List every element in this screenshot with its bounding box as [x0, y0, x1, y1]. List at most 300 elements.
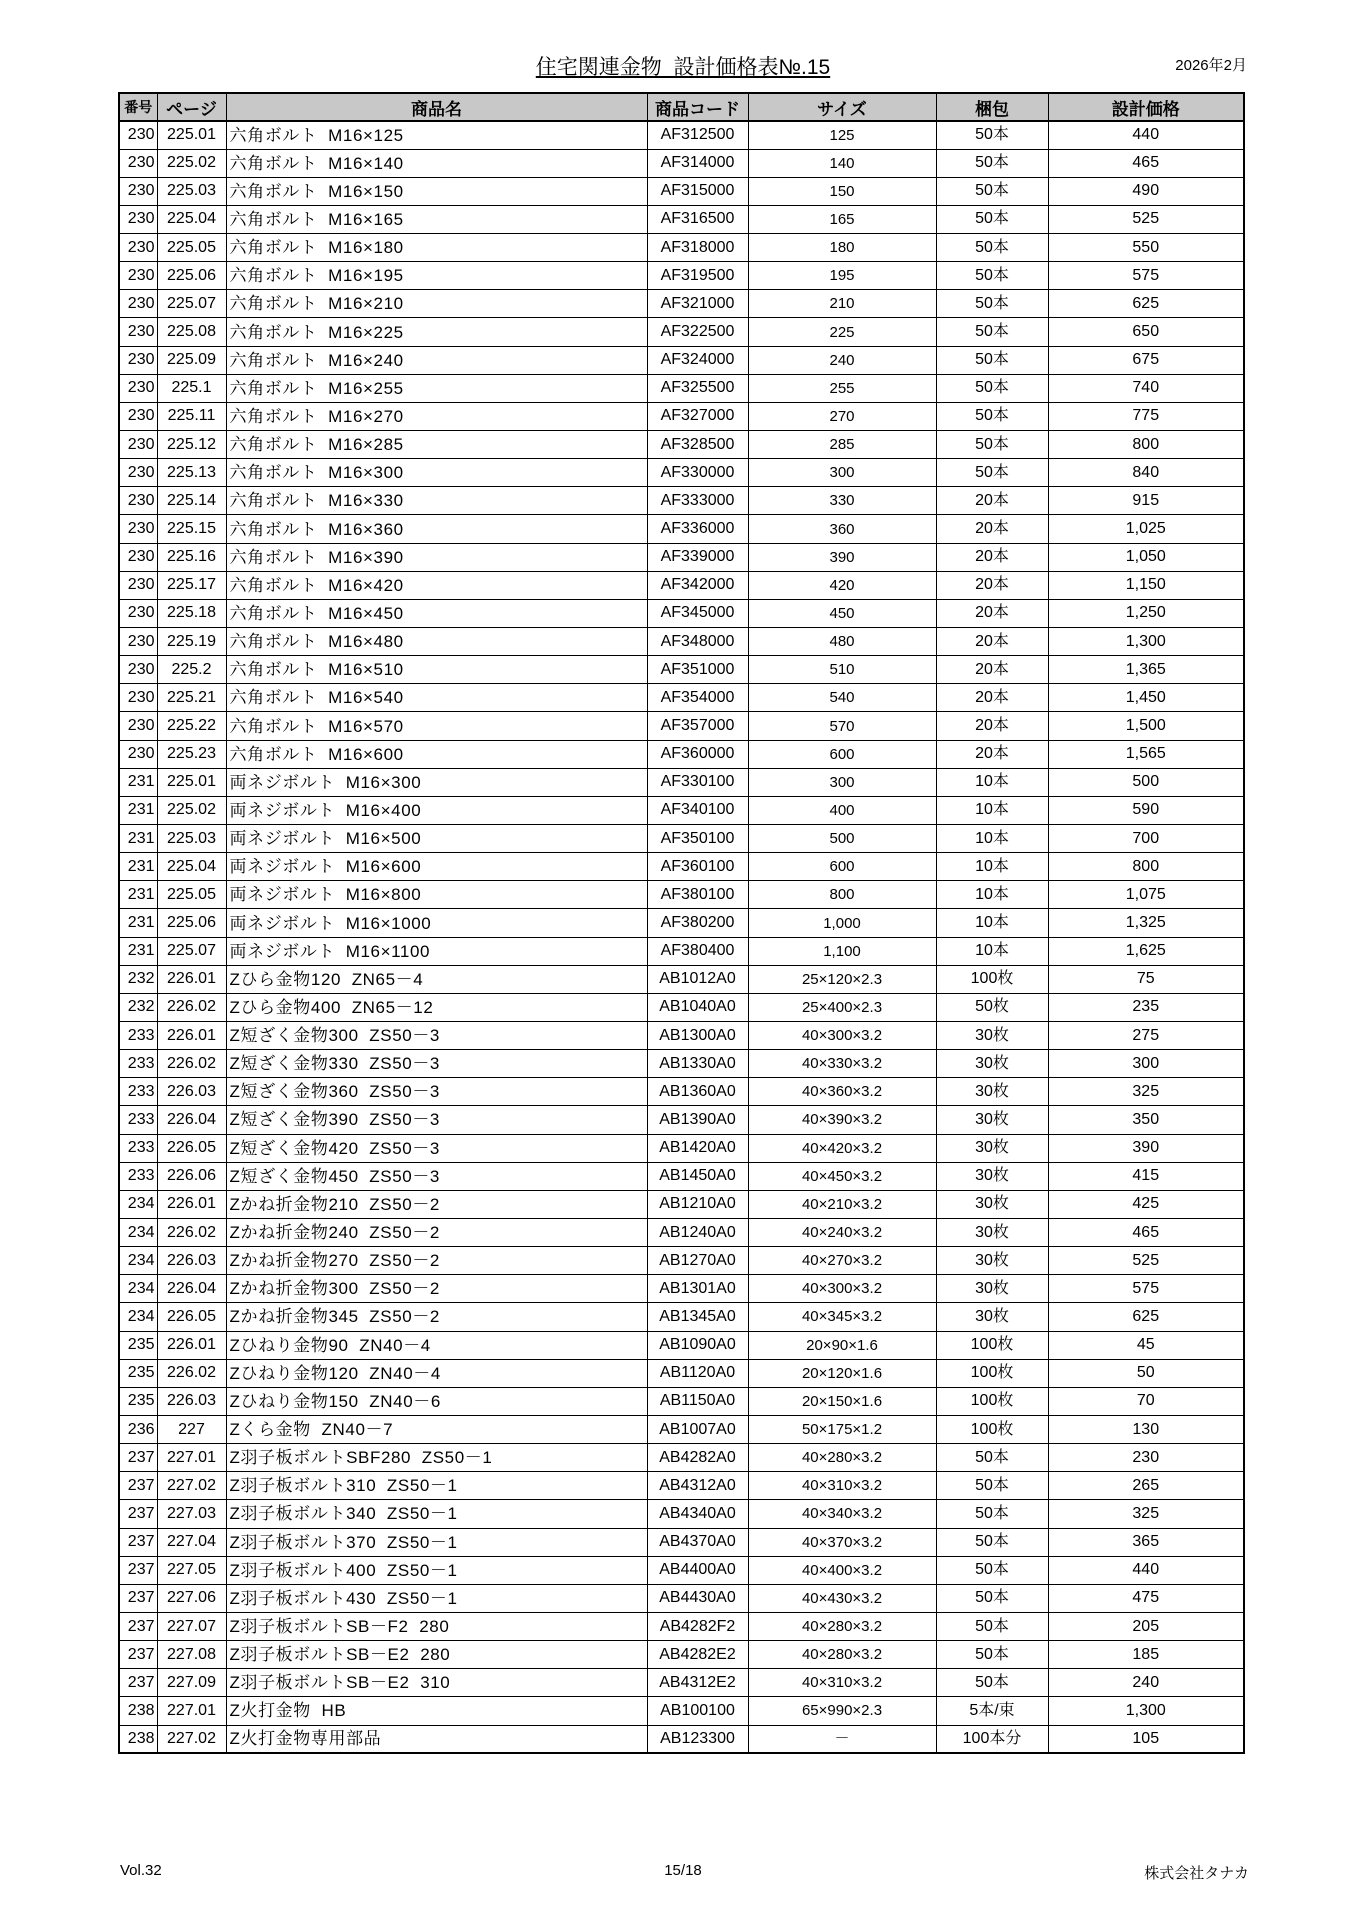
cell-number: 234	[119, 1303, 157, 1331]
cell-number: 231	[119, 825, 157, 853]
cell-product-name: 六角ボルト M16×510	[226, 656, 647, 684]
column-header-product-name: 商品名	[226, 93, 647, 121]
cell-price: 300	[1048, 1050, 1244, 1078]
cell-size: 330	[748, 487, 936, 515]
table-row	[119, 965, 1244, 993]
cell-price: 1,025	[1048, 515, 1244, 543]
cell-product-name: 六角ボルト M16×225	[226, 318, 647, 346]
cell-page: 225.07	[157, 937, 226, 965]
cell-size: 225	[748, 318, 936, 346]
cell-packing: 50本	[936, 459, 1048, 487]
cell-size: 40×370×3.2	[748, 1528, 936, 1556]
cell-page: 225.02	[157, 796, 226, 824]
cell-size: 420	[748, 571, 936, 599]
cell-size: 390	[748, 543, 936, 571]
cell-size: 150	[748, 177, 936, 205]
table-row	[119, 1669, 1244, 1697]
table-row	[119, 1641, 1244, 1669]
cell-product-name: 六角ボルト M16×330	[226, 487, 647, 515]
cell-page: 225.03	[157, 825, 226, 853]
cell-packing: 50本	[936, 1669, 1048, 1697]
table-row	[119, 853, 1244, 881]
cell-packing: 50本	[936, 1612, 1048, 1640]
cell-number: 230	[119, 628, 157, 656]
table-row	[119, 205, 1244, 233]
cell-product-code: AB123300	[647, 1725, 748, 1753]
cell-page: 226.06	[157, 1162, 226, 1190]
cell-page: 225.06	[157, 262, 226, 290]
cell-price: 1,250	[1048, 599, 1244, 627]
cell-product-code: AF316500	[647, 205, 748, 233]
table-row	[119, 1022, 1244, 1050]
cell-product-code: AF380400	[647, 937, 748, 965]
cell-page: 226.03	[157, 1387, 226, 1415]
table-row	[119, 121, 1244, 149]
cell-packing: 30枚	[936, 1078, 1048, 1106]
cell-size: 40×210×3.2	[748, 1190, 936, 1218]
cell-product-code: AF350100	[647, 825, 748, 853]
cell-page: 226.02	[157, 993, 226, 1021]
cell-page: 227.01	[157, 1444, 226, 1472]
table-row	[119, 487, 1244, 515]
cell-size: 600	[748, 740, 936, 768]
cell-price: 475	[1048, 1584, 1244, 1612]
cell-size: 40×310×3.2	[748, 1669, 936, 1697]
cell-price: 240	[1048, 1669, 1244, 1697]
cell-packing: 100枚	[936, 1331, 1048, 1359]
cell-number: 230	[119, 262, 157, 290]
cell-product-code: AB1301A0	[647, 1275, 748, 1303]
cell-page: 227.02	[157, 1472, 226, 1500]
table-row	[119, 1218, 1244, 1246]
cell-size: 480	[748, 628, 936, 656]
cell-size: 40×400×3.2	[748, 1556, 936, 1584]
cell-product-code: AF330100	[647, 768, 748, 796]
cell-product-code: AB1330A0	[647, 1050, 748, 1078]
cell-product-name: Zかね折金物300 ZS50－2	[226, 1275, 647, 1303]
cell-page: 226.04	[157, 1275, 226, 1303]
cell-size: 400	[748, 796, 936, 824]
cell-number: 230	[119, 374, 157, 402]
column-header-packing: 梱包	[936, 93, 1048, 121]
cell-size: 40×310×3.2	[748, 1472, 936, 1500]
cell-size: 40×360×3.2	[748, 1078, 936, 1106]
cell-number: 237	[119, 1612, 157, 1640]
table-row	[119, 234, 1244, 262]
cell-product-code: AB100100	[647, 1697, 748, 1725]
cell-page: 226.02	[157, 1050, 226, 1078]
column-header-product-code: 商品コード	[647, 93, 748, 121]
cell-size: 40×270×3.2	[748, 1247, 936, 1275]
cell-page: 225.14	[157, 487, 226, 515]
cell-number: 230	[119, 318, 157, 346]
cell-number: 237	[119, 1500, 157, 1528]
cell-product-name: 両ネジボルト M16×300	[226, 768, 647, 796]
cell-price: 675	[1048, 346, 1244, 374]
table-body	[119, 121, 1244, 1753]
cell-product-name: Zひら金物400 ZN65－12	[226, 993, 647, 1021]
cell-price: 235	[1048, 993, 1244, 1021]
cell-packing: 20本	[936, 656, 1048, 684]
cell-packing: 20本	[936, 599, 1048, 627]
cell-packing: 50本	[936, 121, 1048, 149]
cell-number: 234	[119, 1190, 157, 1218]
cell-packing: 30枚	[936, 1106, 1048, 1134]
cell-size: 210	[748, 290, 936, 318]
cell-number: 238	[119, 1725, 157, 1753]
cell-packing: 20本	[936, 684, 1048, 712]
cell-price: 800	[1048, 853, 1244, 881]
cell-product-code: AB1270A0	[647, 1247, 748, 1275]
cell-product-name: 六角ボルト M16×480	[226, 628, 647, 656]
cell-number: 230	[119, 459, 157, 487]
cell-size: 40×280×3.2	[748, 1444, 936, 1472]
cell-size: 300	[748, 768, 936, 796]
cell-product-name: Zひねり金物90 ZN40－4	[226, 1331, 647, 1359]
cell-number: 237	[119, 1556, 157, 1584]
cell-packing: 20本	[936, 543, 1048, 571]
table-row	[119, 740, 1244, 768]
cell-product-name: Zかね折金物240 ZS50－2	[226, 1218, 647, 1246]
cell-product-name: Z短ざく金物390 ZS50－3	[226, 1106, 647, 1134]
table-row	[119, 1106, 1244, 1134]
table-row	[119, 993, 1244, 1021]
cell-product-name: Z短ざく金物450 ZS50－3	[226, 1162, 647, 1190]
cell-packing: 50本	[936, 1500, 1048, 1528]
cell-size: 180	[748, 234, 936, 262]
cell-product-code: AF348000	[647, 628, 748, 656]
table-row	[119, 318, 1244, 346]
cell-product-code: AB1120A0	[647, 1359, 748, 1387]
cell-product-code: AB1090A0	[647, 1331, 748, 1359]
cell-size: 285	[748, 431, 936, 459]
table-row	[119, 1584, 1244, 1612]
cell-size: 1,100	[748, 937, 936, 965]
cell-page: 227.07	[157, 1612, 226, 1640]
table-row	[119, 1415, 1244, 1443]
cell-price: 1,450	[1048, 684, 1244, 712]
cell-product-code: AF328500	[647, 431, 748, 459]
table-row	[119, 656, 1244, 684]
cell-number: 230	[119, 515, 157, 543]
table-row	[119, 1697, 1244, 1725]
cell-price: 740	[1048, 374, 1244, 402]
cell-number: 230	[119, 712, 157, 740]
cell-packing: 50本	[936, 1472, 1048, 1500]
cell-product-name: Z羽子板ボルトSBF280 ZS50－1	[226, 1444, 647, 1472]
cell-packing: 30枚	[936, 1275, 1048, 1303]
cell-page: 225.12	[157, 431, 226, 459]
cell-product-code: AF351000	[647, 656, 748, 684]
cell-size: 800	[748, 881, 936, 909]
cell-product-code: AF325500	[647, 374, 748, 402]
cell-product-code: AB4282F2	[647, 1612, 748, 1640]
cell-price: 465	[1048, 1218, 1244, 1246]
cell-product-name: Z羽子板ボルト340 ZS50－1	[226, 1500, 647, 1528]
cell-product-code: AB4370A0	[647, 1528, 748, 1556]
cell-number: 233	[119, 1106, 157, 1134]
cell-product-name: 六角ボルト M16×180	[226, 234, 647, 262]
cell-number: 232	[119, 993, 157, 1021]
cell-page: 225.04	[157, 205, 226, 233]
cell-page: 225.17	[157, 571, 226, 599]
cell-page: 225.11	[157, 402, 226, 430]
cell-price: 425	[1048, 1190, 1244, 1218]
cell-packing: 10本	[936, 881, 1048, 909]
cell-product-code: AB4430A0	[647, 1584, 748, 1612]
cell-page: 225.03	[157, 177, 226, 205]
table-row	[119, 1500, 1244, 1528]
cell-number: 230	[119, 431, 157, 459]
cell-packing: 30枚	[936, 1303, 1048, 1331]
cell-product-code: AB1150A0	[647, 1387, 748, 1415]
cell-number: 232	[119, 965, 157, 993]
cell-size: 25×120×2.3	[748, 965, 936, 993]
cell-product-name: 両ネジボルト M16×1000	[226, 909, 647, 937]
cell-number: 230	[119, 684, 157, 712]
cell-size: 40×430×3.2	[748, 1584, 936, 1612]
cell-price: 915	[1048, 487, 1244, 515]
cell-number: 233	[119, 1134, 157, 1162]
cell-product-name: Zかね折金物210 ZS50－2	[226, 1190, 647, 1218]
cell-number: 230	[119, 205, 157, 233]
cell-product-name: 六角ボルト M16×390	[226, 543, 647, 571]
cell-price: 1,075	[1048, 881, 1244, 909]
cell-product-name: Z羽子板ボルトSB－F2 280	[226, 1612, 647, 1640]
cell-page: 225.2	[157, 656, 226, 684]
cell-price: 325	[1048, 1500, 1244, 1528]
cell-product-name: 六角ボルト M16×150	[226, 177, 647, 205]
table-row	[119, 149, 1244, 177]
cell-packing: 50枚	[936, 993, 1048, 1021]
cell-product-code: AF354000	[647, 684, 748, 712]
cell-page: 225.02	[157, 149, 226, 177]
cell-packing: 50本	[936, 149, 1048, 177]
cell-packing: 100枚	[936, 965, 1048, 993]
cell-product-code: AB4400A0	[647, 1556, 748, 1584]
cell-page: 226.01	[157, 965, 226, 993]
cell-number: 237	[119, 1641, 157, 1669]
cell-packing: 100枚	[936, 1415, 1048, 1443]
cell-number: 233	[119, 1078, 157, 1106]
cell-product-name: 両ネジボルト M16×500	[226, 825, 647, 853]
cell-size: 125	[748, 121, 936, 149]
table-row	[119, 1303, 1244, 1331]
cell-number: 230	[119, 121, 157, 149]
table-row	[119, 768, 1244, 796]
cell-product-name: Z短ざく金物330 ZS50－3	[226, 1050, 647, 1078]
cell-packing: 50本	[936, 177, 1048, 205]
cell-price: 700	[1048, 825, 1244, 853]
cell-page: 225.06	[157, 909, 226, 937]
cell-product-name: 両ネジボルト M16×1100	[226, 937, 647, 965]
cell-size: 40×450×3.2	[748, 1162, 936, 1190]
footer-company-name: 株式会社タナカ	[1144, 1865, 1249, 1882]
cell-product-code: AB1390A0	[647, 1106, 748, 1134]
cell-price: 575	[1048, 262, 1244, 290]
cell-product-name: Z短ざく金物300 ZS50－3	[226, 1022, 647, 1050]
cell-number: 231	[119, 937, 157, 965]
cell-number: 230	[119, 149, 157, 177]
cell-product-code: AF322500	[647, 318, 748, 346]
table-row	[119, 515, 1244, 543]
cell-size: 1,000	[748, 909, 936, 937]
table-row	[119, 684, 1244, 712]
cell-product-code: AF315000	[647, 177, 748, 205]
cell-number: 237	[119, 1584, 157, 1612]
cell-size: 570	[748, 712, 936, 740]
cell-price: 800	[1048, 431, 1244, 459]
cell-product-name: 六角ボルト M16×420	[226, 571, 647, 599]
cell-price: 75	[1048, 965, 1244, 993]
cell-product-name: 六角ボルト M16×240	[226, 346, 647, 374]
cell-product-code: AB1210A0	[647, 1190, 748, 1218]
cell-page: 226.01	[157, 1190, 226, 1218]
cell-number: 236	[119, 1415, 157, 1443]
cell-packing: 50本	[936, 346, 1048, 374]
cell-page: 226.02	[157, 1218, 226, 1246]
table-row	[119, 290, 1244, 318]
cell-page: 225.07	[157, 290, 226, 318]
cell-price: 440	[1048, 1556, 1244, 1584]
cell-product-name: Zかね折金物345 ZS50－2	[226, 1303, 647, 1331]
cell-page: 225.09	[157, 346, 226, 374]
cell-packing: 30枚	[936, 1050, 1048, 1078]
cell-price: 1,300	[1048, 628, 1244, 656]
cell-size: 165	[748, 205, 936, 233]
cell-packing: 50本	[936, 431, 1048, 459]
table-row	[119, 1387, 1244, 1415]
cell-product-name: Z羽子板ボルト310 ZS50－1	[226, 1472, 647, 1500]
table-row	[119, 599, 1244, 627]
cell-price: 365	[1048, 1528, 1244, 1556]
cell-page: 225.19	[157, 628, 226, 656]
cell-product-name: 六角ボルト M16×570	[226, 712, 647, 740]
cell-packing: 50本	[936, 1444, 1048, 1472]
cell-product-name: 六角ボルト M16×195	[226, 262, 647, 290]
cell-product-name: 六角ボルト M16×125	[226, 121, 647, 149]
cell-price: 230	[1048, 1444, 1244, 1472]
cell-page: 227.01	[157, 1697, 226, 1725]
cell-page: 227.04	[157, 1528, 226, 1556]
cell-page: 227.03	[157, 1500, 226, 1528]
cell-packing: 20本	[936, 571, 1048, 599]
cell-size: 20×120×1.6	[748, 1359, 936, 1387]
table-row	[119, 937, 1244, 965]
cell-price: 550	[1048, 234, 1244, 262]
cell-number: 235	[119, 1387, 157, 1415]
table-row	[119, 1556, 1244, 1584]
cell-product-name: Z羽子板ボルトSB－E2 280	[226, 1641, 647, 1669]
table-header-row	[119, 93, 1244, 121]
cell-page: 226.04	[157, 1106, 226, 1134]
cell-number: 238	[119, 1697, 157, 1725]
cell-page: 225.1	[157, 374, 226, 402]
cell-size: 40×390×3.2	[748, 1106, 936, 1134]
table-row	[119, 1725, 1244, 1753]
cell-price: 525	[1048, 1247, 1244, 1275]
cell-page: 227.02	[157, 1725, 226, 1753]
cell-product-name: 六角ボルト M16×600	[226, 740, 647, 768]
cell-packing: 30枚	[936, 1247, 1048, 1275]
cell-size: 195	[748, 262, 936, 290]
cell-number: 231	[119, 768, 157, 796]
cell-packing: 10本	[936, 937, 1048, 965]
cell-product-code: AF380100	[647, 881, 748, 909]
cell-product-code: AB1007A0	[647, 1415, 748, 1443]
cell-size: 40×330×3.2	[748, 1050, 936, 1078]
cell-page: 227.08	[157, 1641, 226, 1669]
cell-product-name: Zひら金物120 ZN65－4	[226, 965, 647, 993]
cell-product-name: 六角ボルト M16×300	[226, 459, 647, 487]
cell-product-name: Z羽子板ボルト430 ZS50－1	[226, 1584, 647, 1612]
cell-packing: 50本	[936, 262, 1048, 290]
cell-page: 226.03	[157, 1078, 226, 1106]
cell-product-code: AF380200	[647, 909, 748, 937]
cell-number: 234	[119, 1275, 157, 1303]
table-row	[119, 346, 1244, 374]
cell-product-code: AB4282A0	[647, 1444, 748, 1472]
column-header-size: サイズ	[748, 93, 936, 121]
cell-size: 65×990×2.3	[748, 1697, 936, 1725]
cell-packing: 50本	[936, 290, 1048, 318]
page-title	[433, 51, 933, 81]
cell-packing: 50本	[936, 1528, 1048, 1556]
cell-packing: 50本	[936, 374, 1048, 402]
cell-size: 40×420×3.2	[748, 1134, 936, 1162]
cell-page: 225.08	[157, 318, 226, 346]
cell-price: 840	[1048, 459, 1244, 487]
cell-packing: 50本	[936, 205, 1048, 233]
cell-price: 575	[1048, 1275, 1244, 1303]
cell-number: 231	[119, 881, 157, 909]
cell-packing: 50本	[936, 1556, 1048, 1584]
cell-packing: 50本	[936, 402, 1048, 430]
cell-packing: 10本	[936, 909, 1048, 937]
cell-size: 50×175×1.2	[748, 1415, 936, 1443]
cell-product-code: AF330000	[647, 459, 748, 487]
cell-price: 325	[1048, 1078, 1244, 1106]
cell-page: 225.21	[157, 684, 226, 712]
cell-product-code: AF333000	[647, 487, 748, 515]
cell-packing: 30枚	[936, 1022, 1048, 1050]
column-header-price: 設計価格	[1048, 93, 1244, 121]
cell-size: 40×280×3.2	[748, 1612, 936, 1640]
table-row	[119, 1528, 1244, 1556]
cell-product-name: Z羽子板ボルト400 ZS50－1	[226, 1556, 647, 1584]
cell-number: 230	[119, 487, 157, 515]
table-row	[119, 431, 1244, 459]
cell-price: 650	[1048, 318, 1244, 346]
cell-size: 20×90×1.6	[748, 1331, 936, 1359]
cell-page: 225.04	[157, 853, 226, 881]
cell-price: 1,625	[1048, 937, 1244, 965]
cell-size: 40×300×3.2	[748, 1022, 936, 1050]
cell-product-name: Zひねり金物120 ZN40－4	[226, 1359, 647, 1387]
cell-packing: 20本	[936, 515, 1048, 543]
cell-product-name: 六角ボルト M16×210	[226, 290, 647, 318]
table-row	[119, 177, 1244, 205]
cell-number: 235	[119, 1331, 157, 1359]
cell-packing: 5本/束	[936, 1697, 1048, 1725]
cell-product-code: AB4312A0	[647, 1472, 748, 1500]
cell-product-code: AB1420A0	[647, 1134, 748, 1162]
cell-page: 226.05	[157, 1303, 226, 1331]
table-row	[119, 543, 1244, 571]
cell-size: 25×400×2.3	[748, 993, 936, 1021]
cell-size: －	[748, 1725, 936, 1753]
cell-product-code: AB4312E2	[647, 1669, 748, 1697]
